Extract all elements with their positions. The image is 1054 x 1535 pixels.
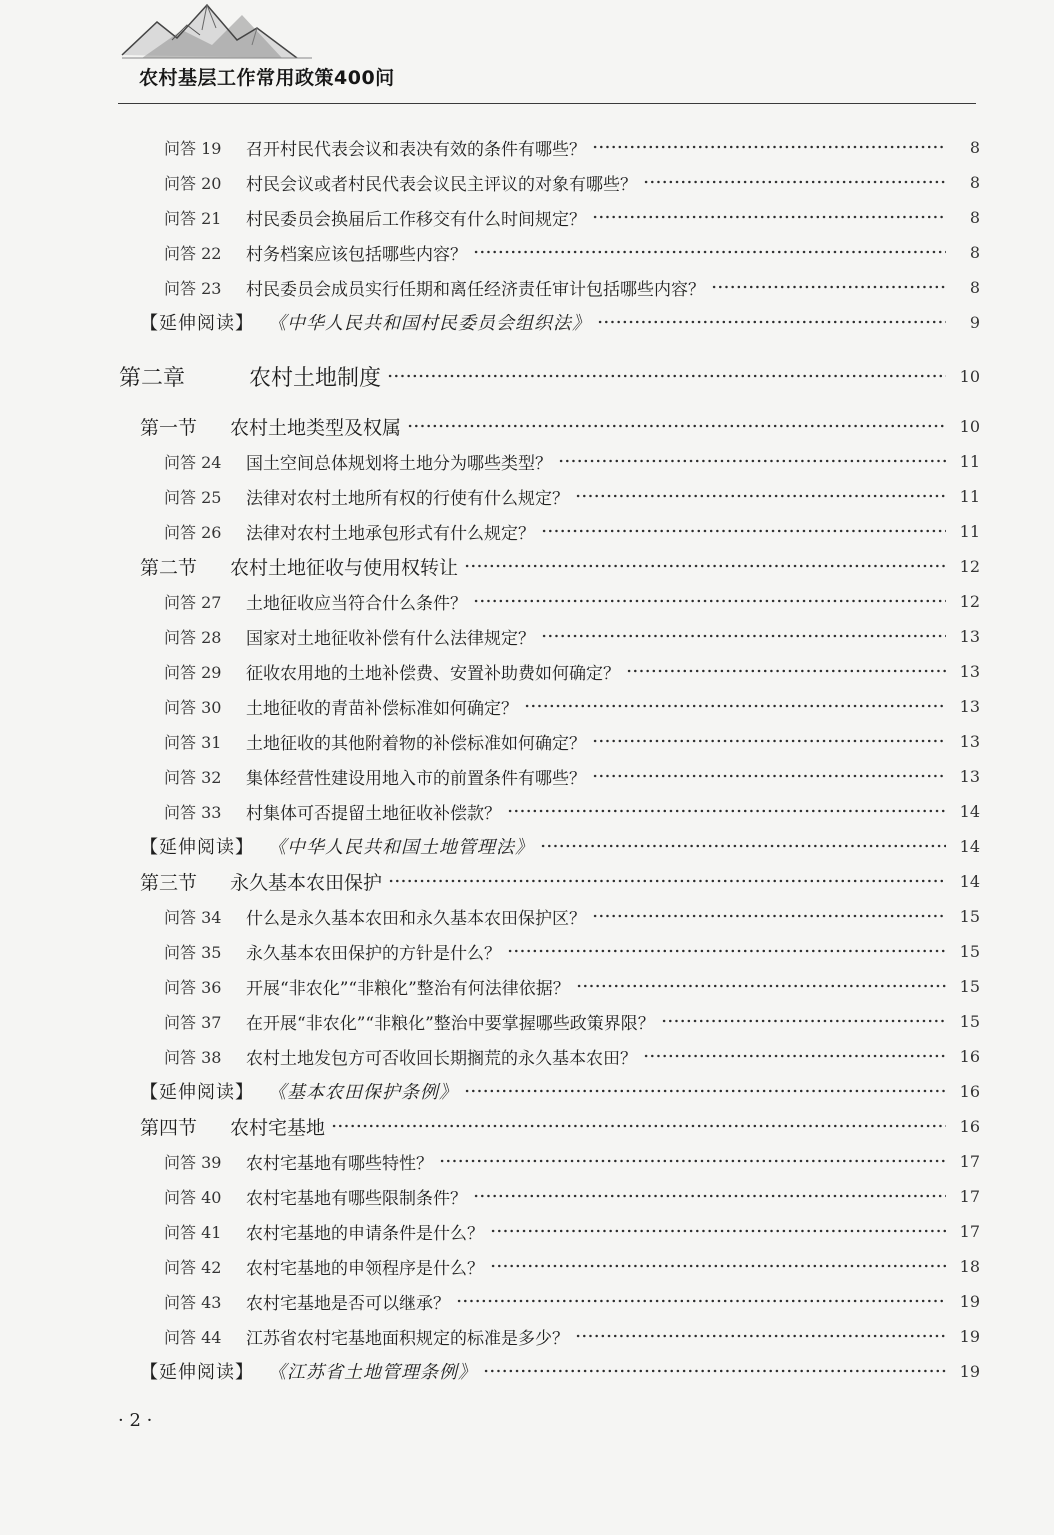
toc-question-row[interactable] <box>0 899 1054 933</box>
toc-entry-title: 在开展“非农化”“非粮化”整治中要掌握哪些政策界限？ <box>246 1013 655 1034</box>
toc-entry-title: 农村土地征收与使用权转让 <box>230 556 459 579</box>
toc-entry-label: 问答 25 <box>164 487 222 507</box>
toc-entry-label: 问答 19 <box>164 138 222 158</box>
toc-chapter-row[interactable] <box>0 359 1054 393</box>
toc-entry-label: 问答 31 <box>164 732 222 752</box>
toc-entry-label: 问答 39 <box>164 1152 222 1172</box>
dot-leader <box>575 494 946 498</box>
toc-page-number: 10 <box>959 366 980 386</box>
toc-entry-label: 【延伸阅读】 <box>140 313 254 334</box>
toc-entry-title: 村民委员会成员实行任期和离任经济责任审计包括哪些内容？ <box>246 279 705 300</box>
toc-question-row[interactable] <box>0 794 1054 828</box>
toc-page-number: 11 <box>959 521 980 541</box>
toc-entry-label: 问答 30 <box>164 697 222 717</box>
toc-extended-reading-row[interactable] <box>0 305 1054 339</box>
dot-leader <box>592 914 946 918</box>
dot-leader <box>407 424 946 428</box>
toc-entry-label: 问答 38 <box>164 1047 222 1067</box>
toc-page-number: 15 <box>959 941 980 961</box>
toc-page-number: 18 <box>959 1256 980 1276</box>
toc-entry-title: 农村宅基地 <box>230 1116 326 1139</box>
header-divider <box>118 103 976 104</box>
toc-page-number: 8 <box>969 172 980 192</box>
toc-entry-title: 农村土地发包方可否收回长期搁荒的永久基本农田？ <box>246 1048 637 1069</box>
toc-entry-title: 集体经营性建设用地入市的前置条件有哪些？ <box>246 768 586 789</box>
toc-section-row[interactable] <box>0 1109 1054 1143</box>
toc-question-row[interactable] <box>0 1179 1054 1213</box>
toc-question-row[interactable] <box>0 969 1054 1003</box>
toc-entry-title: 农村土地类型及权属 <box>230 416 402 439</box>
toc-question-row[interactable] <box>0 479 1054 513</box>
toc-question-row[interactable] <box>0 619 1054 653</box>
toc-page-number: 12 <box>959 556 980 576</box>
toc-extended-reading-row[interactable] <box>0 829 1054 863</box>
toc-question-row[interactable] <box>0 165 1054 199</box>
toc-entry-label: 第二章 <box>119 365 186 391</box>
toc-entry-title: 国土空间总体规划将土地分为哪些类型？ <box>246 453 552 474</box>
dot-leader <box>439 1159 946 1163</box>
toc-question-row[interactable] <box>0 130 1054 164</box>
toc-page-number: 8 <box>969 277 980 297</box>
dot-leader <box>558 459 946 463</box>
toc-entry-title: 村务档案应该包括哪些内容？ <box>246 244 467 265</box>
toc-page-number: 17 <box>959 1221 980 1241</box>
toc-page-number: 13 <box>959 731 980 751</box>
toc-entry-title: 土地征收的其他附着物的补偿标准如何确定？ <box>246 733 586 754</box>
toc-page-number: 11 <box>959 486 980 506</box>
dot-leader <box>387 374 946 378</box>
toc-entry-title: 村民委员会换届后工作移交有什么时间规定？ <box>246 209 586 230</box>
toc-entry-label: 问答 40 <box>164 1187 222 1207</box>
toc-entry-title: 永久基本农田保护 <box>230 871 383 894</box>
toc-question-row[interactable] <box>0 514 1054 548</box>
toc-page-number: 13 <box>959 661 980 681</box>
toc-entry-title: 江苏省农村宅基地面积规定的标准是多少？ <box>246 1328 569 1349</box>
toc-page-number: 16 <box>959 1116 980 1136</box>
dot-leader <box>643 180 946 184</box>
toc-page-number: 10 <box>959 416 980 436</box>
toc-entry-label: 问答 35 <box>164 942 222 962</box>
dot-leader <box>592 215 946 219</box>
toc-entry-title: 永久基本农田保护的方针是什么？ <box>246 943 501 964</box>
dot-leader <box>524 704 946 708</box>
mountain-peaks-icon <box>112 0 332 70</box>
toc-question-row[interactable] <box>0 444 1054 478</box>
dot-leader <box>575 1334 946 1338</box>
toc-question-row[interactable] <box>0 934 1054 968</box>
toc-page-number: 14 <box>959 801 980 821</box>
dot-leader <box>592 739 946 743</box>
toc-question-row[interactable] <box>0 1319 1054 1353</box>
toc-page-number: 16 <box>959 1046 980 1066</box>
dot-leader <box>490 1229 946 1233</box>
toc-section-row[interactable] <box>0 409 1054 443</box>
toc-entry-title: 土地征收应当符合什么条件？ <box>246 593 467 614</box>
toc-extended-reading-row[interactable] <box>0 1074 1054 1108</box>
toc-question-row[interactable] <box>0 724 1054 758</box>
toc-entry-title: 《中华人民共和国土地管理法》 <box>268 837 534 858</box>
toc-entry-title: 村民会议或者村民代表会议民主评议的对象有哪些？ <box>246 174 637 195</box>
toc-entry-title: 《基本农田保护条例》 <box>268 1082 458 1103</box>
dot-leader <box>597 320 946 324</box>
toc-question-row[interactable] <box>0 584 1054 618</box>
dot-leader <box>490 1264 946 1268</box>
toc-page-number: 15 <box>959 976 980 996</box>
toc-entry-title: 村集体可否提留土地征收补偿款？ <box>246 803 501 824</box>
toc-question-row[interactable] <box>0 235 1054 269</box>
toc-question-row[interactable] <box>0 654 1054 688</box>
toc-page-number: 15 <box>959 1011 980 1031</box>
toc-page-number: 16 <box>959 1081 980 1101</box>
dot-leader <box>541 634 946 638</box>
toc-page-number: 8 <box>969 137 980 157</box>
dot-leader <box>331 1124 946 1128</box>
toc-entry-label: 【延伸阅读】 <box>140 837 254 858</box>
toc-entry-label: 问答 27 <box>164 592 222 612</box>
toc-entry-label: 问答 37 <box>164 1012 222 1032</box>
toc-entry-title: 土地征收的青苗补偿标准如何确定？ <box>246 698 518 719</box>
toc-page-number: 19 <box>959 1326 980 1346</box>
toc-question-row[interactable] <box>0 1214 1054 1248</box>
toc-question-row[interactable] <box>0 1144 1054 1178</box>
dot-leader <box>540 844 946 848</box>
dot-leader <box>541 529 946 533</box>
toc-entry-title: 什么是永久基本农田和永久基本农田保护区？ <box>246 908 586 929</box>
dot-leader <box>473 250 946 254</box>
toc-entry-label: 问答 29 <box>164 662 222 682</box>
toc-entry-label: 问答 33 <box>164 802 222 822</box>
toc-entry-title: 开展“非农化”“非粮化”整治有何法律依据？ <box>246 978 570 999</box>
toc-question-row[interactable] <box>0 1039 1054 1073</box>
dot-leader <box>711 285 946 289</box>
toc-page-number: 12 <box>959 591 980 611</box>
dot-leader <box>592 145 946 149</box>
toc-entry-label: 第一节 <box>140 416 198 439</box>
toc-page-number: 19 <box>959 1291 980 1311</box>
dot-leader <box>473 1194 946 1198</box>
toc-entry-label: 第三节 <box>140 871 198 894</box>
dot-leader <box>626 669 946 673</box>
toc-entry-label: 问答 21 <box>164 208 222 228</box>
toc-page-number: 11 <box>959 451 980 471</box>
dot-leader <box>576 984 946 988</box>
page-number: · 2 · <box>118 1410 153 1431</box>
dot-leader <box>473 599 946 603</box>
toc-entry-label: 问答 20 <box>164 173 222 193</box>
toc-page-number: 13 <box>959 696 980 716</box>
toc-entry-label: 问答 22 <box>164 243 222 263</box>
toc-page-number: 13 <box>959 626 980 646</box>
toc-entry-label: 问答 34 <box>164 907 222 927</box>
toc-question-row[interactable] <box>0 759 1054 793</box>
toc-entry-label: 问答 42 <box>164 1257 222 1277</box>
toc-entry-label: 问答 28 <box>164 627 222 647</box>
toc-section-row[interactable] <box>0 864 1054 898</box>
dot-leader <box>643 1054 946 1058</box>
dot-leader <box>388 879 946 883</box>
toc-page-number: 14 <box>959 836 980 856</box>
toc-entry-label: 第四节 <box>140 1116 198 1139</box>
toc-entry-label: 问答 43 <box>164 1292 222 1312</box>
toc-entry-label: 第二节 <box>140 556 198 579</box>
toc-entry-label: 【延伸阅读】 <box>140 1362 254 1383</box>
dot-leader <box>507 949 946 953</box>
toc-entry-label: 问答 32 <box>164 767 222 787</box>
page-header <box>0 0 1054 112</box>
toc-question-row[interactable] <box>0 1284 1054 1318</box>
toc-entry-title: 农村宅基地有哪些限制条件？ <box>246 1188 467 1209</box>
book-title: 农村基层工作常用政策400问 <box>139 67 395 89</box>
toc-entry-title: 征收农用地的土地补偿费、安置补助费如何确定？ <box>246 663 620 684</box>
dot-leader <box>507 809 946 813</box>
toc-entry-label: 问答 23 <box>164 278 222 298</box>
dot-leader <box>483 1369 946 1373</box>
toc-entry-title: 召开村民代表会议和表决有效的条件有哪些？ <box>246 139 586 160</box>
toc-page-number: 17 <box>959 1151 980 1171</box>
toc-page-number: 14 <box>959 871 980 891</box>
toc-entry-label: 问答 44 <box>164 1327 222 1347</box>
toc-entry-label: 问答 26 <box>164 522 222 542</box>
toc-entry-label: 问答 24 <box>164 452 222 472</box>
toc-question-row[interactable] <box>0 200 1054 234</box>
toc-entry-title: 《江苏省土地管理条例》 <box>268 1362 477 1383</box>
dot-leader <box>456 1299 946 1303</box>
toc-question-row[interactable] <box>0 1004 1054 1038</box>
toc-entry-title: 《中华人民共和国村民委员会组织法》 <box>268 313 591 334</box>
toc-page-number: 19 <box>959 1361 980 1381</box>
toc-question-row[interactable] <box>0 270 1054 304</box>
toc-entry-label: 问答 41 <box>164 1222 222 1242</box>
toc-question-row[interactable] <box>0 689 1054 723</box>
toc-page-number: 13 <box>959 766 980 786</box>
dot-leader <box>592 774 946 778</box>
toc-section-row[interactable] <box>0 549 1054 583</box>
toc-entry-label: 【延伸阅读】 <box>140 1082 254 1103</box>
toc-entry-title: 法律对农村土地承包形式有什么规定？ <box>246 523 535 544</box>
toc-page-number: 9 <box>969 312 980 332</box>
toc-page-number: 8 <box>969 242 980 262</box>
toc-entry-title: 农村宅基地有哪些特性？ <box>246 1153 433 1174</box>
toc-entry-title: 国家对土地征收补偿有什么法律规定？ <box>246 628 535 649</box>
toc-entry-title: 法律对农村土地所有权的行使有什么规定？ <box>246 488 569 509</box>
toc-entry-title: 农村宅基地的申领程序是什么？ <box>246 1258 484 1279</box>
toc-page-number: 17 <box>959 1186 980 1206</box>
toc-question-row[interactable] <box>0 1249 1054 1283</box>
dot-leader <box>464 1089 946 1093</box>
toc-entry-title: 农村宅基地是否可以继承？ <box>246 1293 450 1314</box>
toc-page-number: 8 <box>969 207 980 227</box>
toc-page-number: 15 <box>959 906 980 926</box>
toc-entry-label: 问答 36 <box>164 977 222 997</box>
toc-entry-title: 农村土地制度 <box>249 365 382 391</box>
toc-entry-title: 农村宅基地的申请条件是什么？ <box>246 1223 484 1244</box>
dot-leader <box>661 1019 946 1023</box>
toc-extended-reading-row[interactable] <box>0 1354 1054 1388</box>
dot-leader <box>464 564 946 568</box>
